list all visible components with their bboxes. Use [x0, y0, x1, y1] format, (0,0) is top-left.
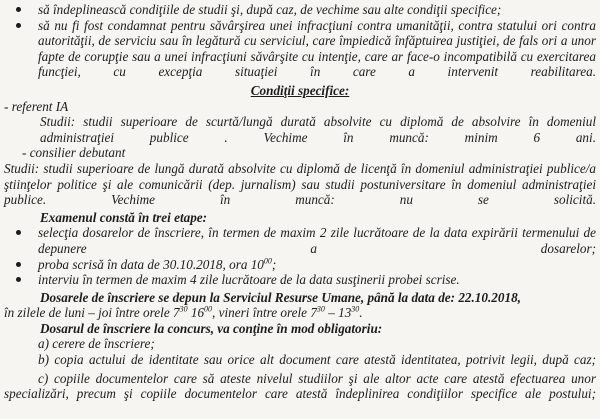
bullet-text: să nu fi fost condamnat pentru săvârşirea unei infracţiuni contra umanităţii, contra statului ori contra autorităţii, de serviciu sau în legătură cu serviciul, care împiedică înfăptuirea justiţiei, de fals ori a unor fapte de corupţie sau a unei infracţiuni săvârşite cu intenţie, care ar face-o incompatibilă cu exercitarea funcţiei, cu excepţia situaţiei în care a intervenit reabilitarea.: [38, 17, 596, 80]
exam-step-written: proba scrisă în data de 30.10.2018, ora $10^{00}$;: [4, 257, 596, 273]
exam-step-selection: selecţia dosarelor de înscriere, în termen de maxim 2 zile lucrătoare de la data expirării termenului de depunere a dosarelor;: [4, 225, 596, 256]
bullet-dot-icon: [16, 23, 21, 28]
referent-label: - referent IA: [4, 98, 69, 114]
bullet-item-studies: [4, 2, 596, 18]
consilier-requirements: Studii: studii superioare de lungă durată absolvite cu diplomă de licenţă în domeniul administraţiei publice/a ştiinţelor politice şi ale comunicării (dep. jurnalism) sau studii postuniversitare în domeniul administraţiei publice. Vechime în muncă: nu se solicită.: [4, 160, 596, 208]
bullet-dot-icon: [16, 262, 21, 267]
bullet-dot-icon: [16, 277, 21, 282]
consilier-label: - consilier debutant: [22, 145, 126, 161]
dosare-schedule: în zilele de luni – joi între orele $7^{30}$ $16^{00}$, vineri între orele $7^{30} - 13^{30}$.: [4, 305, 363, 321]
bullet-item-criminal-record: [4, 18, 596, 80]
exam-heading: Examenul constă în trei etape:: [40, 209, 208, 225]
exam-step-interview: interviu în termen de maxim 4 zile lucrătoare de la data susţinerii probei scrise.: [4, 272, 596, 288]
dosar-item-b: b) copia actului de identitate sau orice alt document care atestă identitatea, potrivit legii, după caz;: [38, 352, 596, 368]
document-page: [0, 2, 600, 419]
dosar-item-c: c) copiile documentelor care să ateste nivelul studiilor şi ale altor acte care atestă efectuarea unor specializări, precum şi copiile documentelor care atestă îndeplinirea condiţiilor specifice ale postului;: [4, 370, 596, 402]
bullet-dot-icon: [16, 230, 21, 235]
bullet-dot-icon: [16, 7, 21, 12]
dosar-item-a: a) cerere de înscriere;: [38, 336, 155, 352]
referent-requirements: Studii: studii superioare de scurtă/lungă durată absolvite cu diplomă de absolvire în domeniul administraţiei publice . Vechime în muncă: minim 6 ani.: [40, 114, 596, 145]
dosare-deadline: Dosarele de înscriere se depun la Serviciul Resurse Umane, până la data de: 22.10.2018,: [40, 289, 521, 305]
specific-conditions-heading: Condiţii specifice:: [250, 82, 350, 98]
dosar-heading: Dosarul de înscriere la concurs, va conţine în mod obligatoriu:: [40, 320, 383, 336]
bullet-text: să îndeplinească condiţiile de studii şi, după caz, de vechime sau alte condiţii specifice;: [38, 2, 502, 17]
